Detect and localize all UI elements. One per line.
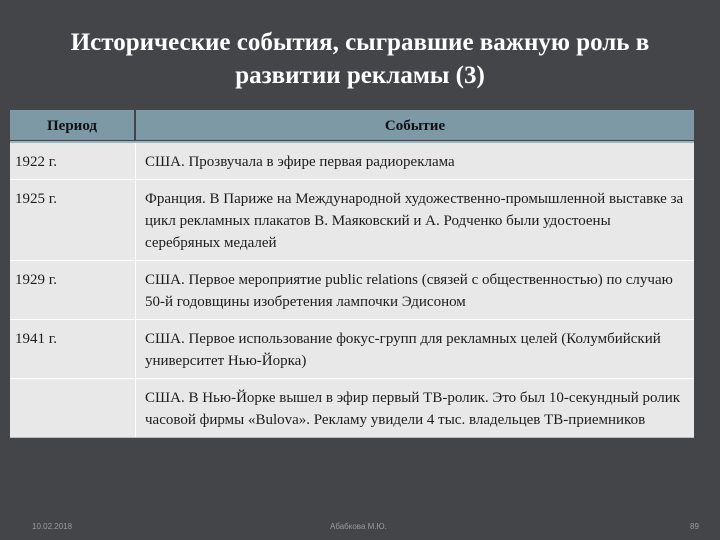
column-header-period: Период: [10, 110, 134, 140]
slide-title: [20, 26, 700, 92]
table-row: [10, 179, 694, 260]
footer-date: 10.02.2018: [32, 522, 73, 531]
table-row: [10, 143, 694, 179]
footer-page-number: 89: [690, 522, 699, 531]
slide-title-line-2: развитии рекламы (3): [235, 62, 485, 89]
event-cell: Франция. В Париже на Международной художественно-промышленной выставке за цикл рекламных плакатов В. Маяковский и А. Родченко были удостоены серебряных медалей: [145, 191, 684, 251]
table-row: [10, 319, 694, 378]
period-cell: 1941 г.: [10, 320, 136, 378]
footer-author: Абабкова М.Ю.: [330, 522, 387, 531]
table-row: [10, 378, 694, 437]
column-header-event: Событие: [136, 110, 694, 140]
table-row: [10, 260, 694, 319]
events-table: [10, 143, 694, 438]
period-cell: 1925 г.: [10, 180, 136, 260]
event-cell: США. Первое использование фокус-групп для рекламных целей (Колумбийский университет Нью-Йорка): [145, 331, 661, 369]
event-cell: США. В Нью-Йорке вышел в эфир первый ТВ-ролик. Это был 10-секундный ролик часовой фирмы «Bulova». Рекламу увидели 4 тыс. владельцев ТВ-приемников: [145, 390, 681, 428]
period-cell: [10, 379, 136, 437]
slide-title-line-1: Исторические события, сыгравшие важную роль в: [70, 29, 650, 56]
period-cell: 1922 г.: [10, 143, 136, 179]
event-cell: США. Прозвучала в эфире первая радиореклама: [145, 154, 455, 170]
period-cell: 1929 г.: [10, 261, 136, 319]
event-cell: США. Первое мероприятие public relations (связей с общественностью) по случаю 50-й годовщины изобретения лампочки Эдисоном: [145, 272, 673, 310]
